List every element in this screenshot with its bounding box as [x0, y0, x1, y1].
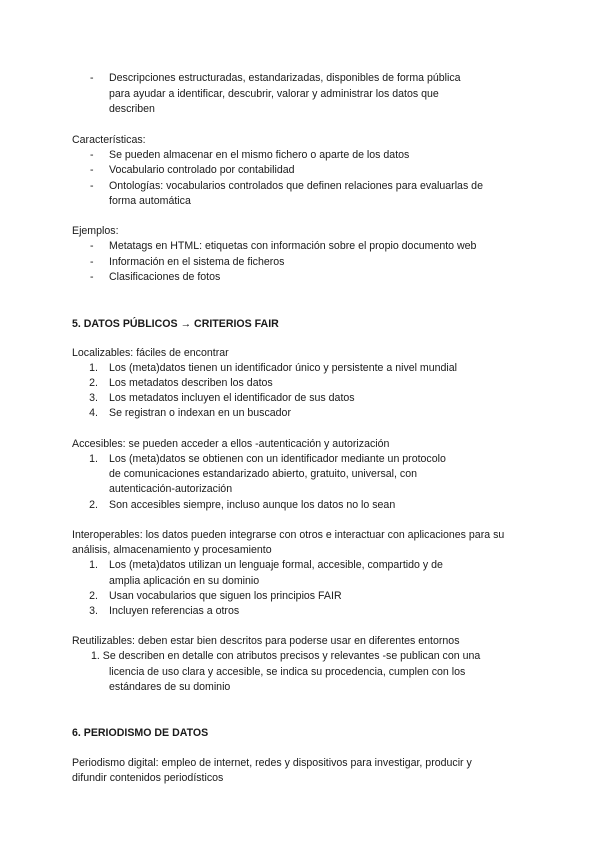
list-item: Los (meta)datos utilizan un lenguaje formal, accesible, compartido y de [109, 559, 443, 571]
list-item: Los metadatos incluyen el identificador de sus datos [109, 392, 355, 404]
list-item: autenticación-autorización [109, 483, 233, 495]
intro-item-line: describen [109, 103, 155, 115]
list-item: Vocabulario controlado por contabilidad [109, 164, 295, 176]
item-number: 1. [89, 453, 98, 465]
list-item: Los (meta)datos se obtienen con un identificador mediante un protocolo [109, 453, 446, 465]
section-heading: 6. PERIODISMO DE DATOS [72, 727, 209, 739]
list-item: licencia de uso clara y accesible, se indica su procedencia, cumplen con los [109, 666, 466, 678]
paragraph-line: difundir contenidos periodísticos [72, 772, 224, 784]
item-number: 3. [89, 605, 98, 617]
reutilizables-title: Reutilizables: deben estar bien descritos para poderse usar en diferentes entornos [72, 635, 460, 647]
item-number: 2. [89, 377, 98, 389]
item-number: 2. [89, 590, 98, 602]
interoperables-title: análisis, almacenamiento y procesamiento [72, 544, 272, 556]
item-number: 3. [89, 392, 98, 404]
bullet-dash: - [90, 240, 94, 252]
section-heading: 5. DATOS PÚBLICOS → CRITERIOS FAIR [72, 318, 279, 330]
bullet-dash: - [90, 256, 94, 268]
list-item: Los metadatos describen los datos [109, 377, 273, 389]
list-item: Incluyen referencias a otros [109, 605, 240, 617]
interoperables-title: Interoperables: los datos pueden integrarse con otros e interactuar con aplicaciones para su [72, 529, 505, 541]
bullet-dash: - [90, 164, 94, 176]
item-number: 1. [89, 362, 98, 374]
item-number: 2. [89, 499, 98, 511]
bullet-dash: - [90, 149, 94, 161]
list-item: Usan vocabularios que siguen los principios FAIR [109, 590, 342, 602]
list-item: forma automática [109, 195, 191, 207]
list-item: 1. Se describen en detalle con atributos precisos y relevantes -se publican con una [91, 650, 481, 662]
list-item: Ontologías: vocabularios controlados que definen relaciones para evaluarlas de [109, 180, 483, 192]
bullet-dash: - [90, 180, 94, 192]
list-item: Son accesibles siempre, incluso aunque los datos no lo sean [109, 499, 396, 511]
paragraph-line: Periodismo digital: empleo de internet, redes y dispositivos para investigar, producir y [72, 757, 472, 769]
list-item: Se registran o indexan en un buscador [109, 407, 291, 419]
list-item: Información en el sistema de ficheros [109, 256, 285, 268]
intro-item-line: Descripciones estructuradas, estandarizadas, disponibles de forma pública [109, 72, 461, 84]
item-number: 1. [89, 559, 98, 571]
list-item: de comunicaciones estandarizado abierto, gratuito, universal, con [109, 468, 417, 480]
list-item: Los (meta)datos tienen un identificador único y persistente a nivel mundial [109, 362, 458, 374]
list-item: Se pueden almacenar en el mismo fichero o aparte de los datos [109, 149, 410, 161]
bullet-dash: - [90, 271, 94, 283]
list-item: Metatags en HTML: etiquetas con información sobre el propio documento web [109, 240, 477, 252]
bullet-dash: - [90, 72, 94, 84]
list-item: estándares de su dominio [109, 681, 231, 693]
intro-item-line: para ayudar a identificar, descubrir, valorar y administrar los datos que [109, 88, 439, 100]
item-number: 4. [89, 407, 98, 419]
localizables-title: Localizables: fáciles de encontrar [72, 347, 229, 359]
ejemplos-title: Ejemplos: [72, 225, 119, 237]
caracteristicas-title: Características: [72, 134, 146, 146]
list-item: amplia aplicación en su dominio [109, 575, 260, 587]
list-item: Clasificaciones de fotos [109, 271, 221, 283]
accesibles-title: Accesibles: se pueden acceder a ellos -autenticación y autorización [72, 438, 390, 450]
